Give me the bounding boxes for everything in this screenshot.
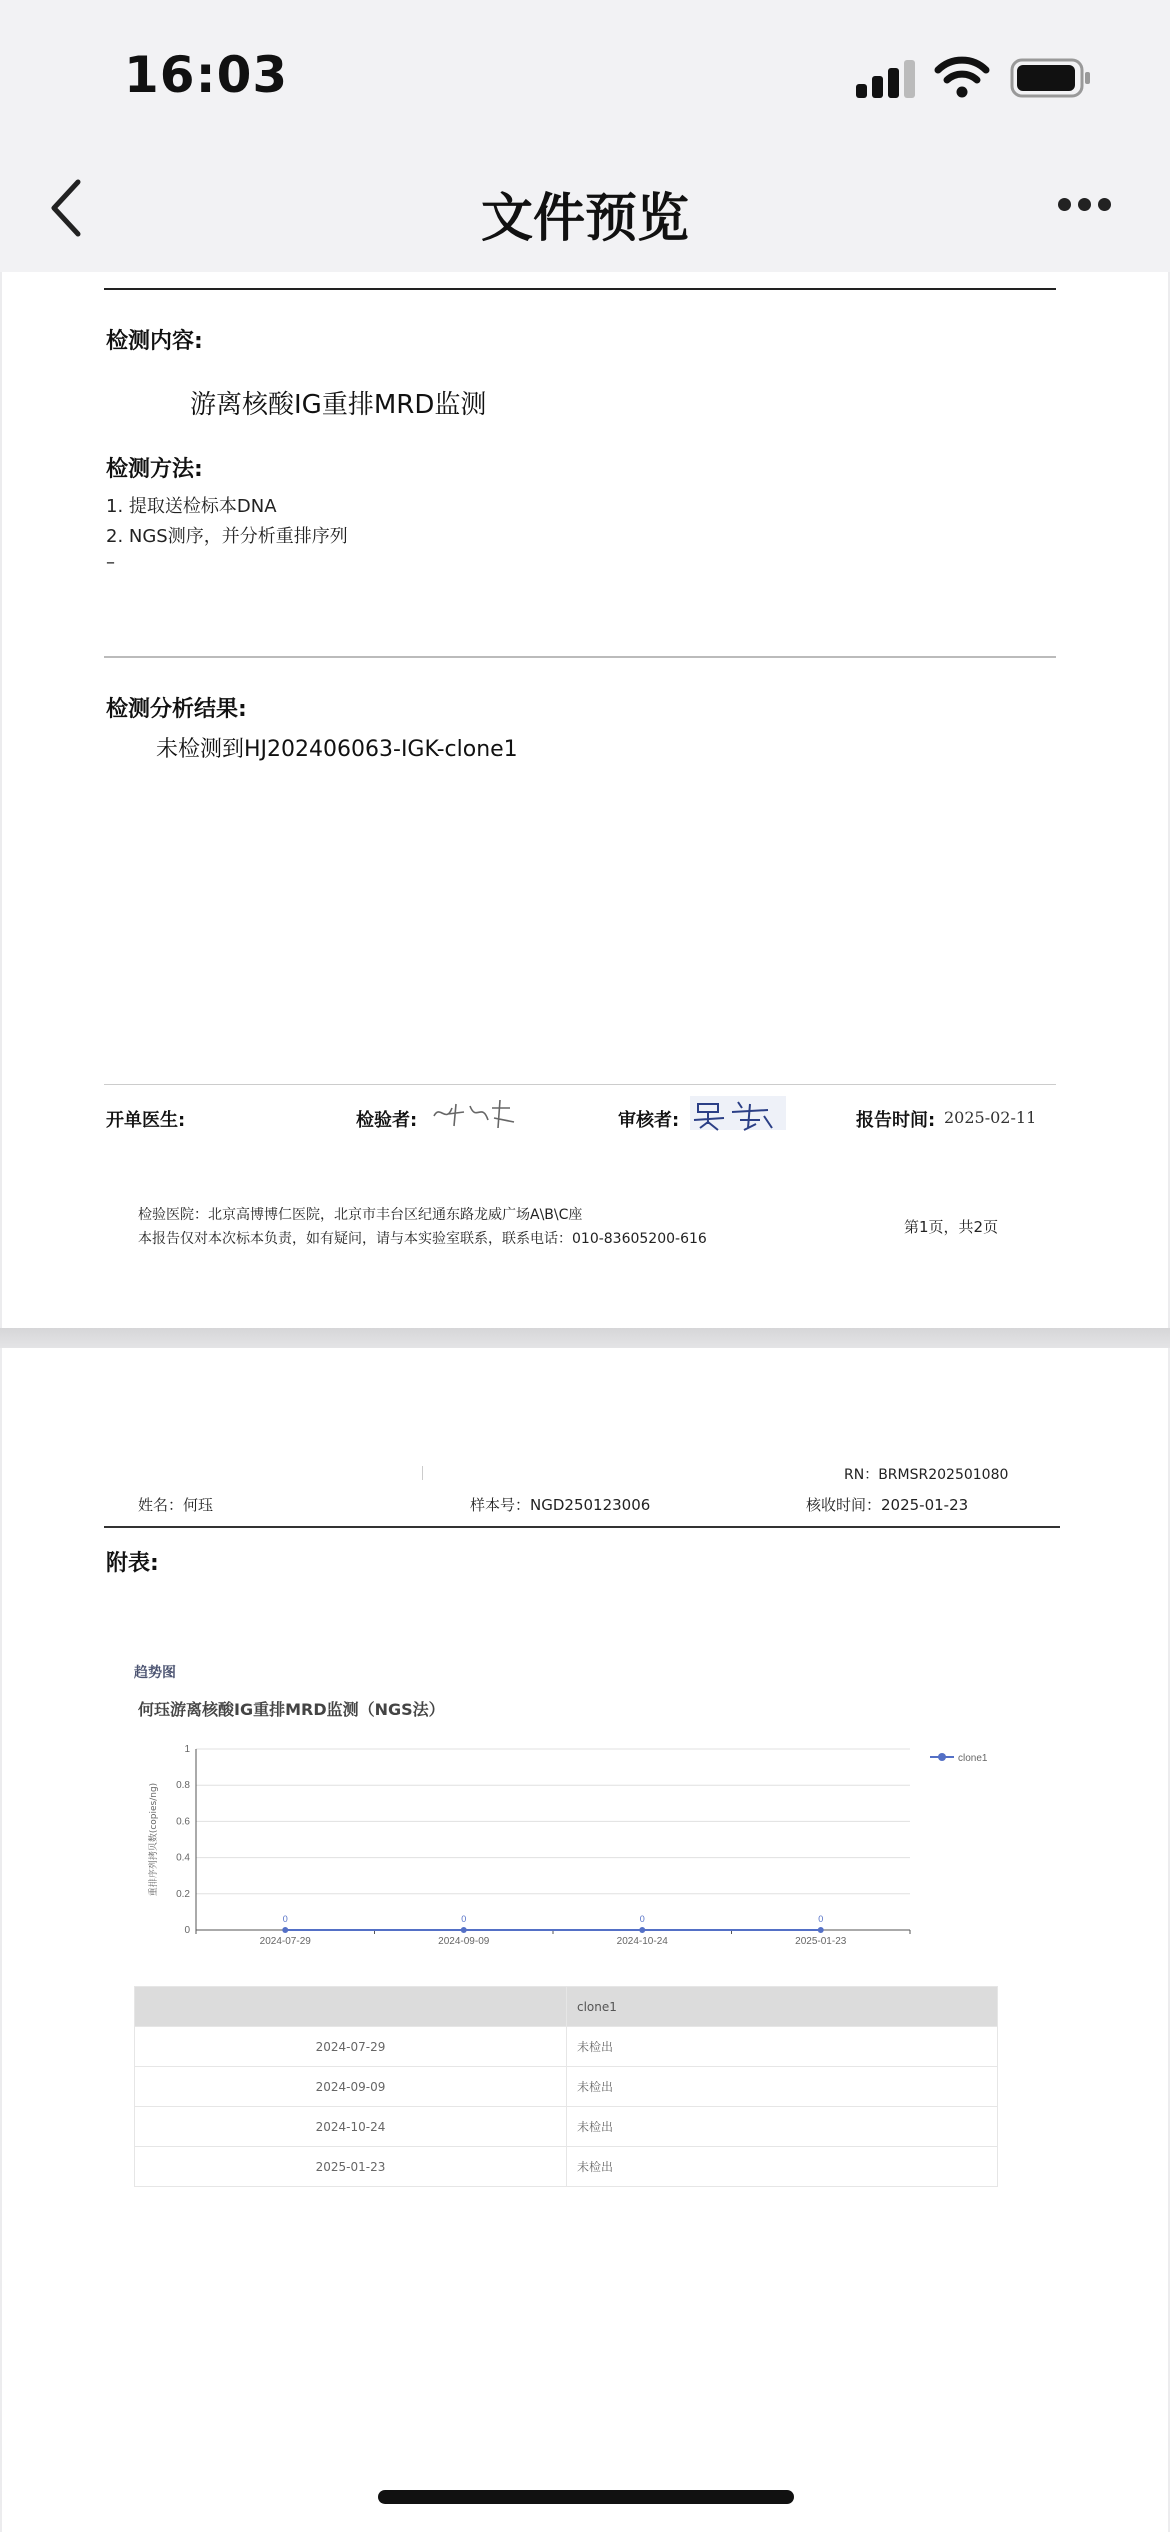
data-label: 0 [461, 1914, 467, 1924]
y-tick-label: 0.4 [176, 1852, 190, 1864]
result-value: 未检测到HJ202406063-IGK-clone1 [156, 737, 518, 762]
y-tick-label: 0 [184, 1925, 190, 1936]
table-header-clone1: clone1 [567, 1987, 998, 2027]
wifi-icon [934, 54, 990, 98]
data-label: 0 [282, 1914, 288, 1924]
x-tick-label: 2024-07-29 [259, 1936, 311, 1947]
data-point [818, 1927, 824, 1933]
legend-marker [938, 1753, 946, 1761]
detect-content-value: 游离核酸IG重排MRD监测 [190, 390, 487, 420]
sample-number: 样本号：NGD250123006 [470, 1496, 651, 1514]
signature-divider [104, 1084, 1056, 1085]
navigation-bar [0, 150, 1170, 272]
results-table [134, 1986, 998, 2187]
detect-content-label: 检测内容: [106, 329, 203, 354]
reviewer-label: 审核者: [618, 1110, 680, 1131]
data-point [639, 1927, 645, 1933]
report-rn: RN：BRMSR202501080 [844, 1467, 1009, 1483]
data-label: 0 [639, 1914, 645, 1924]
report-time-value: 2025-02-11 [944, 1108, 1037, 1127]
patient-name: 姓名：何珏 [138, 1496, 214, 1514]
status-bar [0, 0, 1170, 150]
footer-hospital: 检验医院：北京高博博仁医院，北京市丰台区纪通东路龙威广场A\B\C座 [138, 1207, 583, 1223]
table-header-row [135, 1987, 998, 2027]
reviewer-signature [690, 1094, 790, 1134]
table-cell-date: 2025-01-23 [135, 2147, 567, 2187]
page-title: 文件预览 [480, 189, 689, 249]
table-cell-result: 未检出 [567, 2147, 998, 2187]
x-tick-label: 2025-01-23 [795, 1936, 847, 1947]
detect-method-label: 检测方法: [106, 457, 203, 482]
appendix-label: 附表: [106, 1551, 159, 1576]
doctor-label: 开单医生: [106, 1110, 186, 1131]
section-divider [104, 656, 1056, 658]
dot-mark [422, 1466, 423, 1480]
method-step-3: – [106, 552, 115, 573]
data-label: 0 [818, 1914, 824, 1924]
x-tick-label: 2024-09-09 [438, 1936, 490, 1947]
page-separator [0, 1328, 1170, 1348]
table-row [135, 2027, 998, 2067]
table-cell-result: 未检出 [567, 2107, 998, 2147]
y-tick-label: 1 [184, 1744, 190, 1755]
y-axis-label: 重排序列拷贝数(copies/ng) [149, 1782, 159, 1897]
method-step-2: 2. NGS测序，并分析重排序列 [106, 526, 348, 547]
home-indicator [378, 2490, 794, 2504]
table-cell-result: 未检出 [567, 2067, 998, 2107]
chart-title: 何珏游离核酸IG重排MRD监测（NGS法） [138, 1700, 445, 1719]
x-tick-label: 2024-10-24 [616, 1936, 668, 1947]
result-label: 检测分析结果: [106, 697, 247, 722]
y-tick-label: 0.2 [176, 1888, 190, 1900]
cellular-signal-icon [856, 58, 916, 98]
y-tick-label: 0.6 [176, 1816, 190, 1828]
table-row [135, 2147, 998, 2187]
data-point [282, 1927, 288, 1933]
table-cell-date: 2024-09-09 [135, 2067, 567, 2107]
table-header-date [135, 1987, 567, 2027]
legend-label: clone1 [958, 1753, 988, 1764]
table-cell-result: 未检出 [567, 2027, 998, 2067]
table-cell-date: 2024-10-24 [135, 2107, 567, 2147]
top-divider [104, 288, 1056, 290]
chart-section-label: 趋势图 [134, 1665, 176, 1681]
status-time: 16:03 [124, 46, 289, 104]
more-options-icon[interactable] [1050, 190, 1120, 220]
page-number: 第1页，共2页 [904, 1218, 999, 1236]
method-step-1: 1. 提取送检标本DNA [106, 496, 277, 517]
table-row [135, 2107, 998, 2147]
inspector-signature [430, 1094, 520, 1134]
footer-disclaimer: 本报告仅对本次标本负责，如有疑问，请与本实验室联系，联系电话：010-83605200-616 [138, 1231, 707, 1247]
battery-icon [1010, 58, 1092, 98]
inspector-label: 检验者: [356, 1110, 418, 1131]
table-row [135, 2067, 998, 2107]
trend-chart [130, 1735, 1010, 1950]
data-point [461, 1927, 467, 1933]
report-time-label: 报告时间: [856, 1110, 936, 1131]
report-page-1 [2, 272, 1168, 1328]
table-cell-date: 2024-07-29 [135, 2027, 567, 2067]
receive-time: 核收时间：2025-01-23 [806, 1496, 969, 1514]
y-tick-label: 0.8 [176, 1780, 190, 1792]
page2-header-divider [104, 1526, 1060, 1528]
